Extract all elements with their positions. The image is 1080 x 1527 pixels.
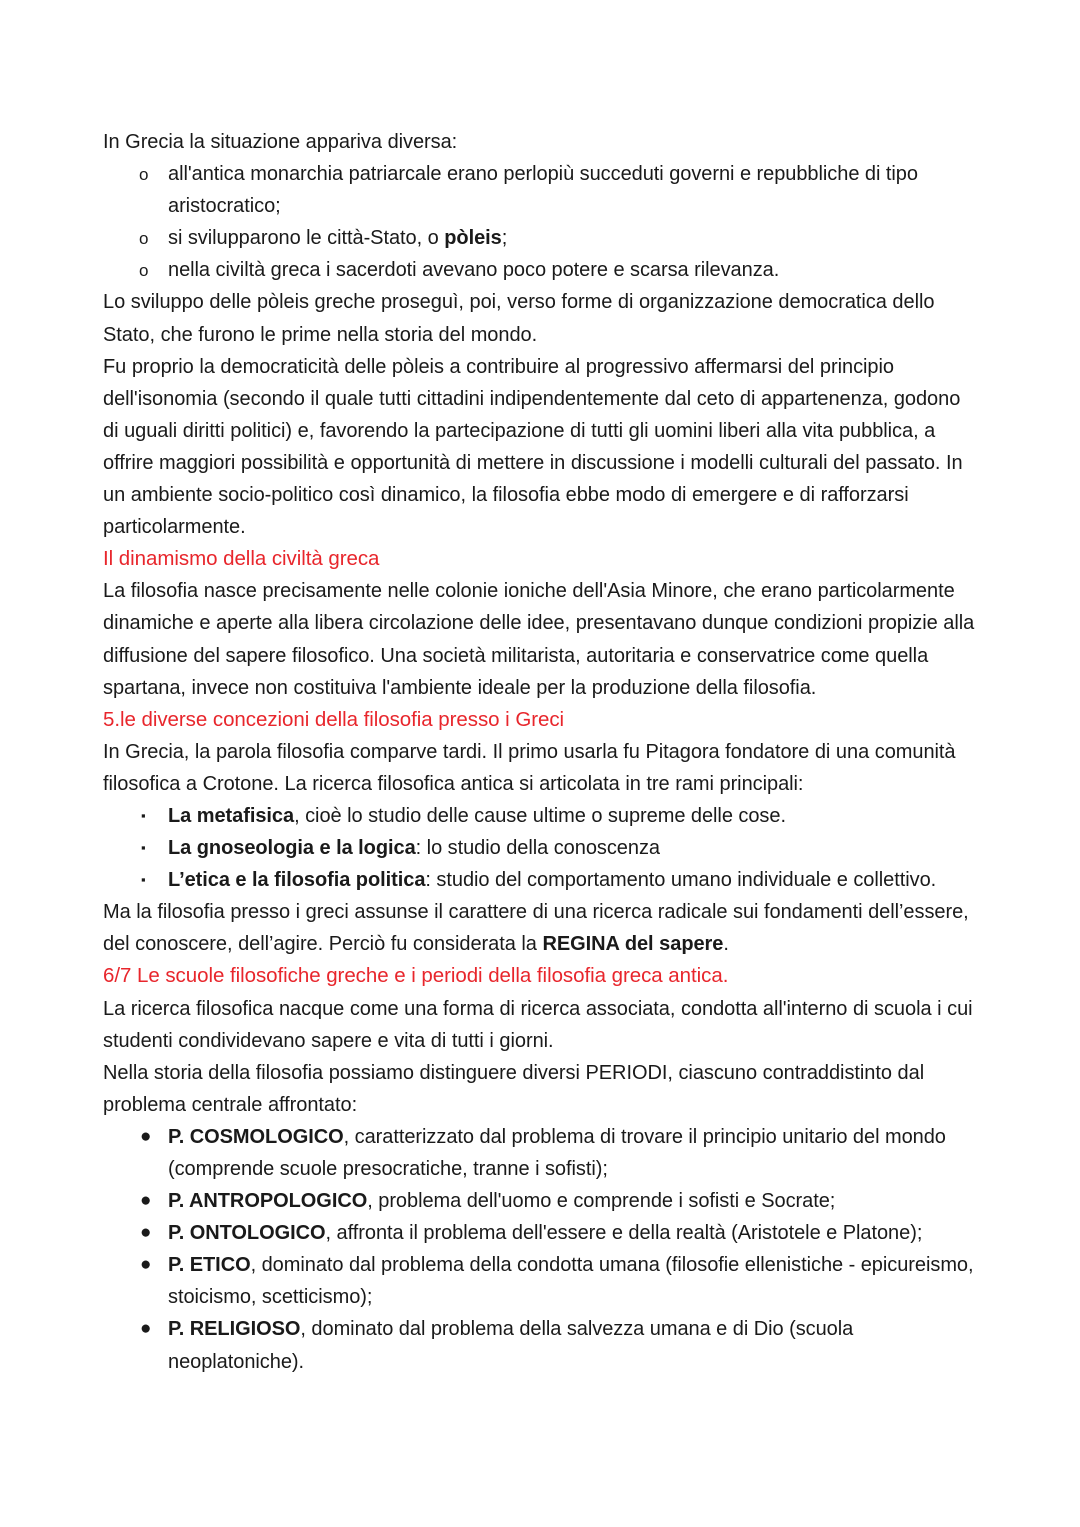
square-bullet-icon: ▪ — [141, 807, 146, 823]
disc-bullet-icon: ● — [140, 1190, 152, 1212]
disc-bullet-icon: ● — [140, 1254, 152, 1276]
square-bullet-icon: ▪ — [141, 840, 146, 856]
list-item-text-post: , dominato dal problema della salvezza umana e di Dio (scuola neoplatoniche). — [168, 1318, 854, 1373]
list-item-text-pre: si svilupparono le città-Stato, o — [168, 227, 445, 250]
regina-paragraph-emphasis: REGINA del sapere — [542, 933, 724, 956]
rami-filosofia-list — [103, 800, 979, 896]
list-item — [103, 158, 979, 222]
periodi-intro-paragraph: Nella storia della filosofia possiamo distinguere diversi PERIODI, ciascuno contraddistinto dal problema centrale affrontato: — [103, 1061, 925, 1116]
regina-del-sapere-paragraph — [103, 896, 979, 960]
disc-bullet-icon: ● — [140, 1125, 152, 1147]
list-item-text: nella civiltà greca i sacerdoti avevano poco potere e scarsa rilevanza. — [168, 259, 780, 282]
circle-outline-bullet-icon: o — [139, 261, 149, 281]
list-item-text-emphasis: pòleis — [444, 227, 502, 250]
disc-bullet-icon: ● — [140, 1222, 152, 1244]
list-item-text-emphasis: P. ANTROPOLOGICO — [168, 1190, 368, 1213]
list-item-text-emphasis: La metafisica — [168, 804, 295, 827]
list-item — [103, 222, 979, 254]
list-item-text-post: ; — [501, 227, 508, 250]
heading-scuole-periodi: 6/7 Le scuole filosofiche greche e i periodi della filosofia greca antica. — [103, 964, 729, 988]
list-item-text-post: , affronta il problema dell'essere e della realtà (Aristotele e Platone); — [325, 1222, 923, 1245]
square-bullet-icon: ▪ — [141, 872, 146, 888]
heading-concezioni-filosofia: 5.le diverse concezioni della filosofia presso i Greci — [103, 707, 565, 731]
list-item-text: all'antica monarchia patriarcale erano perlopiù succeduti governi e repubbliche di tipo aristocratico; — [168, 163, 918, 218]
regina-paragraph-pre: Ma la filosofia presso i greci assunse il carattere di una ricerca radicale sui fondamenti dell’essere, del conoscere, dell’agire. Perciò fu considerata la — [103, 901, 969, 956]
list-item — [103, 1313, 979, 1377]
list-item — [103, 832, 979, 864]
intro-lead-paragraph: In Grecia la situazione appariva diversa: — [103, 131, 458, 153]
intro-list — [103, 158, 979, 286]
scuola-paragraph: La ricerca filosofica nacque come una forma di ricerca associata, condotta all'interno di scuola i cui studenti condividevano sapere e vita di tutti i giorni. — [103, 997, 973, 1052]
colonie-ioniche-paragraph: La filosofia nasce precisamente nelle colonie ioniche dell'Asia Minore, che erano particolarmente dinamiche e aperte alla libera circolazione delle idee, presentavano dunque condizioni propizie alla diffusione del sapere filosofico. Una società militarista, autoritaria e conservatrice come quella spartana, invece non costituiva l'ambiente ideale per la produzione della filosofia. — [103, 580, 975, 699]
heading-dinamismo: Il dinamismo della civiltà greca — [103, 547, 380, 571]
pitagora-paragraph: In Grecia, la parola filosofia comparve tardi. Il primo usarla fu Pitagora fondatore di una comunità filosofica a Crotone. La ricerca filosofica antica si articolata in tre rami principali: — [103, 740, 956, 795]
list-item-text-post: , cioè lo studio delle cause ultime o supreme delle cose. — [294, 804, 786, 827]
list-item — [103, 800, 979, 832]
list-item-text-post: , problema dell'uomo e comprende i sofisti e Socrate; — [367, 1190, 836, 1213]
disc-bullet-icon: ● — [140, 1318, 152, 1340]
list-item-text-emphasis: P. RELIGIOSO — [168, 1318, 301, 1341]
list-item — [103, 864, 979, 896]
list-item — [103, 1217, 979, 1249]
list-item — [103, 254, 979, 286]
list-item — [103, 1185, 979, 1217]
list-item-text-post: : studio del comportamento umano individuale e collettivo. — [425, 869, 937, 892]
list-item-text-post: : lo studio della conoscenza — [415, 837, 660, 860]
document-body — [103, 126, 979, 1378]
circle-outline-bullet-icon: o — [139, 229, 149, 249]
list-item-text-emphasis: P. ETICO — [168, 1254, 251, 1277]
list-item — [103, 1249, 979, 1313]
list-item-text-emphasis: L’etica e la filosofia politica — [168, 869, 426, 892]
list-item-text-emphasis: La gnoseologia e la logica — [168, 837, 416, 860]
list-item-text-post: , caratterizzato dal problema di trovare il principio unitario del mondo (comprende scuole presocratiche, tranne i sofisti); — [168, 1125, 946, 1180]
circle-outline-bullet-icon: o — [139, 165, 149, 185]
list-item-text-emphasis: P. COSMOLOGICO — [168, 1125, 344, 1148]
list-item-text-post: , dominato dal problema della condotta umana (filosofie ellenistiche - epicureismo, stoicismo, scetticismo); — [168, 1254, 974, 1309]
isonomia-paragraph: Fu proprio la democraticità delle pòleis a contribuire al progressivo affermarsi del principio dell'isonomia (secondo il quale tutti cittadini indipendentemente dal ceto di appartenenza, godono di uguali diritti politici) e, favorendo la partecipazione di tutti gli uomini liberi alla vita pubblica, a offrire maggiori possibilità e opportunità di mettere in discussione i modelli culturali del passato. In un ambiente socio-politico così dinamico, la filosofia ebbe modo di emergere e di rafforzarsi particolarmente. — [103, 355, 963, 539]
list-item — [103, 1121, 979, 1185]
regina-paragraph-post: . — [723, 933, 729, 956]
poleis-paragraph: Lo sviluppo delle pòleis greche proseguì, poi, verso forme di organizzazione democratica dello Stato, che furono le prime nella storia del mondo. — [103, 291, 935, 346]
periodi-list — [103, 1121, 979, 1378]
list-item-text-emphasis: P. ONTOLOGICO — [168, 1222, 326, 1245]
